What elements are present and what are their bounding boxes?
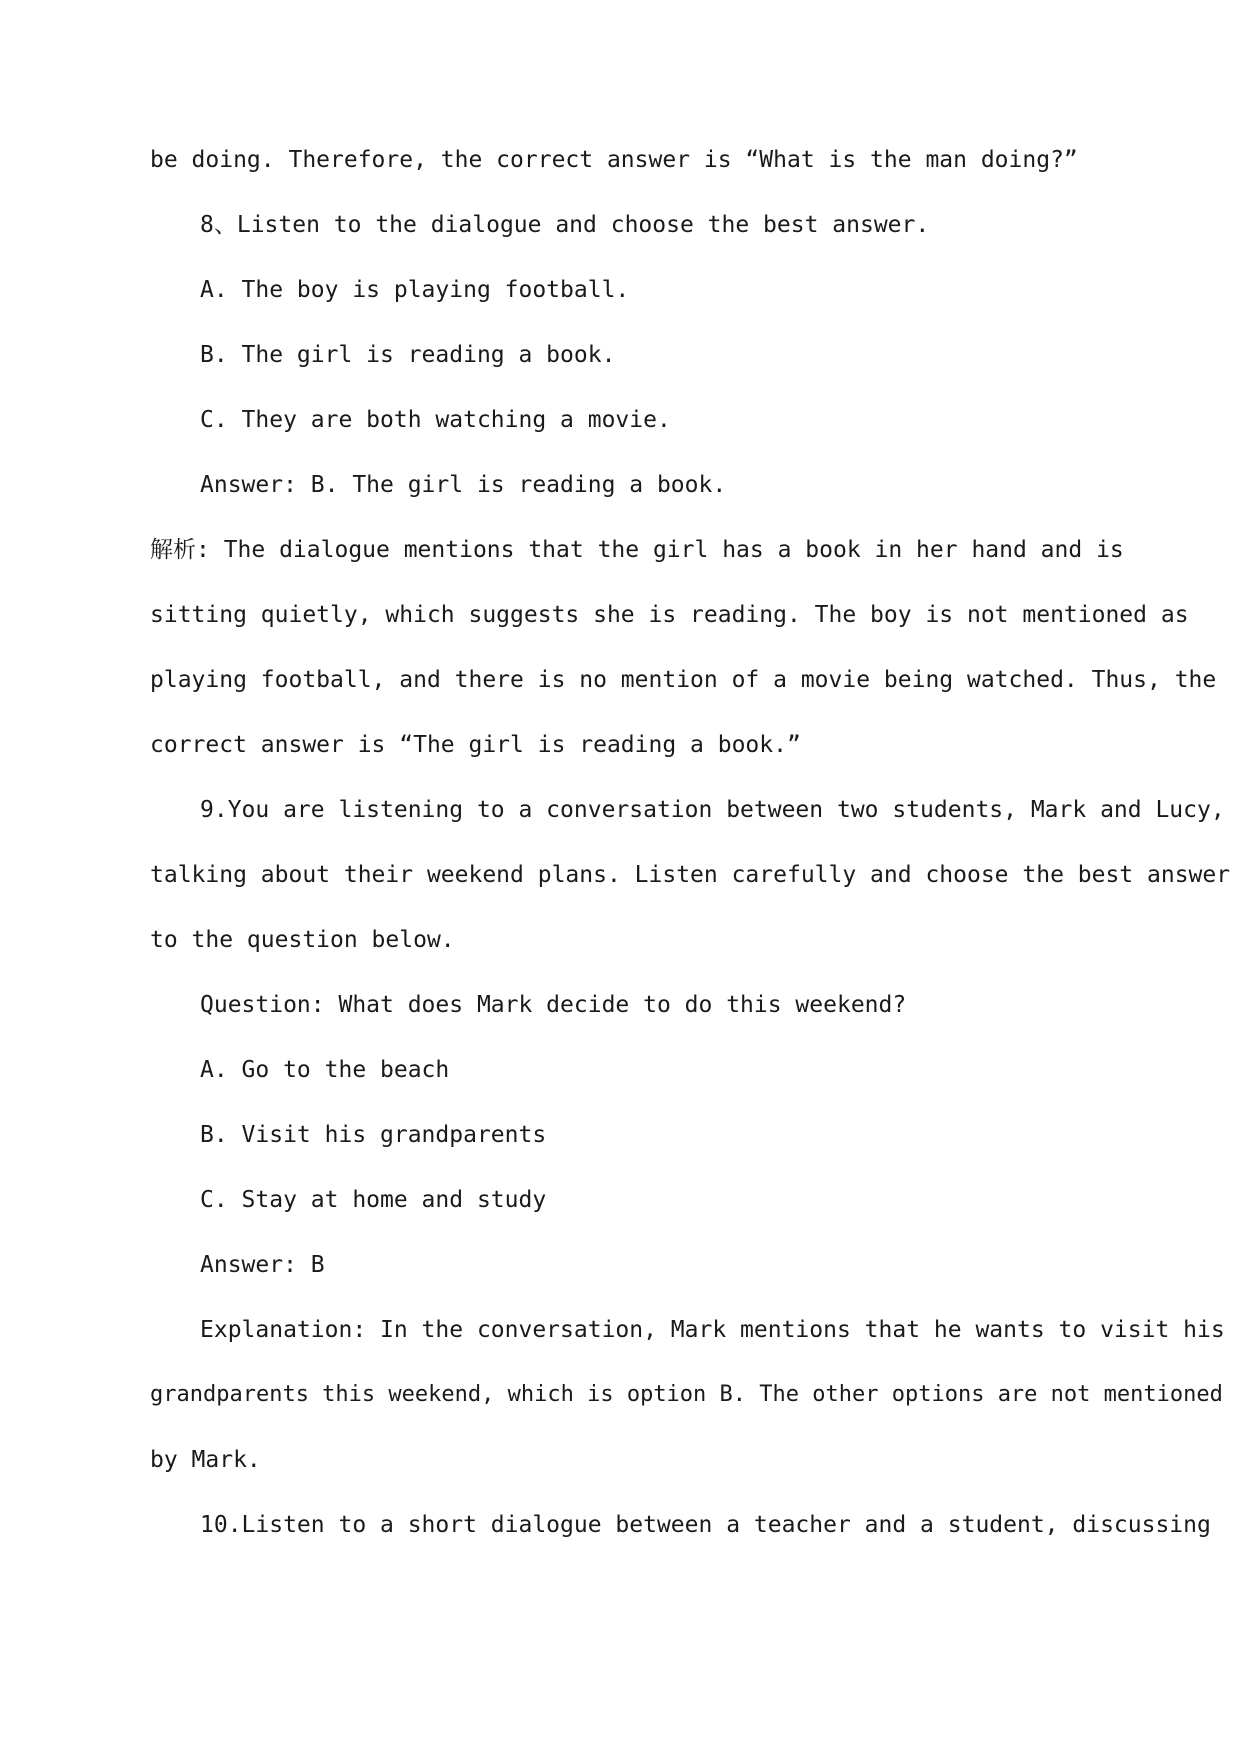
question-8-analysis-line-3: playing football, and there is no mention of a movie being watched. Thus, the [150,667,1217,693]
question-9-explanation-line-3: by Mark. [150,1447,261,1473]
question-9-prompt-line-2: talking about their weekend plans. Listen carefully and choose the best answer [150,862,1231,888]
question-8-option-a: A. The boy is playing football. [200,277,630,303]
question-9-explanation-line-1: Explanation: In the conversation, Mark mentions that he wants to visit his [200,1317,1225,1343]
question-8-option-b: B. The girl is reading a book. [200,342,616,368]
question-8-analysis-line-1: 解析: The dialogue mentions that the girl has a book in her hand and is [150,537,1124,563]
question-9-answer: Answer: B [200,1252,325,1278]
question-8-option-c: C. They are both watching a movie. [200,407,671,433]
question-8-analysis-line-4: correct answer is “The girl is reading a book.” [150,732,801,758]
question-9-explanation-line-2: grandparents this weekend, which is option B. The other options are not mentioned [150,1382,1223,1407]
question-8-analysis-line-2: sitting quietly, which suggests she is reading. The boy is not mentioned as [150,602,1189,628]
question-8-prompt: 8、Listen to the dialogue and choose the best answer. [200,212,930,238]
question-8-answer: Answer: B. The girl is reading a book. [200,472,727,498]
question-9-option-c: C. Stay at home and study [200,1187,547,1213]
question-9-prompt-line-3: to the question below. [150,927,455,953]
previous-explanation-end: be doing. Therefore, the correct answer is “What is the man doing?” [150,147,1078,173]
question-9-prompt-line-1: 9.You are listening to a conversation between two students, Mark and Lucy, [200,797,1225,823]
question-9-option-a: A. Go to the beach [200,1057,450,1083]
question-9-question: Question: What does Mark decide to do this weekend? [200,992,907,1018]
document-page [150,145,1231,1575]
question-10-prompt: 10.Listen to a short dialogue between a teacher and a student, discussing [200,1512,1211,1538]
question-9-option-b: B. Visit his grandparents [200,1122,547,1148]
